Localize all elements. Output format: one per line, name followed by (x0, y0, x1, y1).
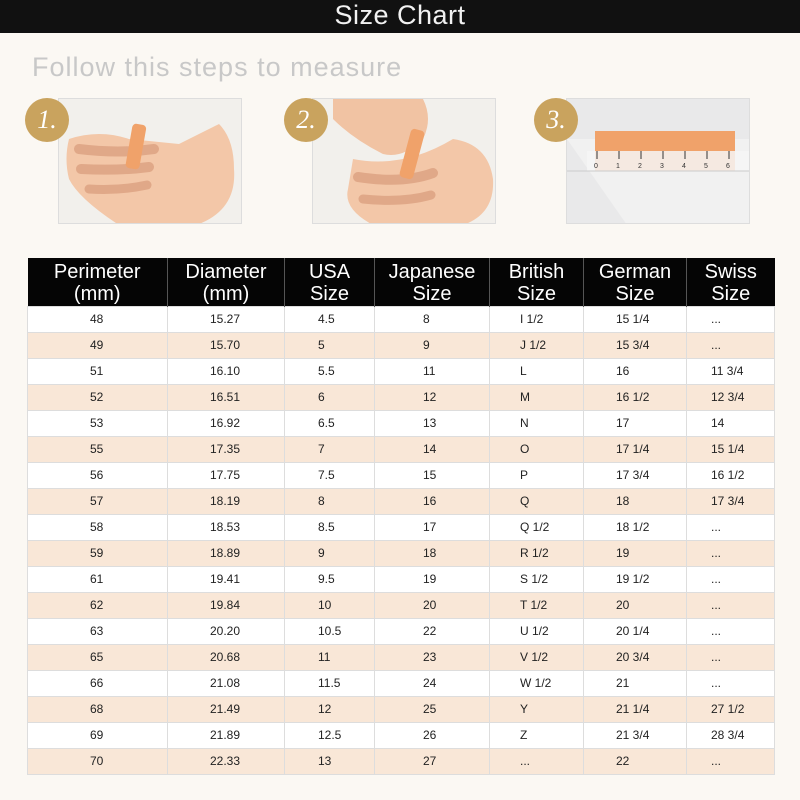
table-cell: 13 (285, 748, 375, 774)
table-cell: 12 (285, 696, 375, 722)
table-cell: 9 (285, 540, 375, 566)
table-cell: 70 (28, 748, 168, 774)
table-row (28, 410, 775, 436)
step-3-illustration (566, 98, 750, 224)
table-cell: L (490, 358, 584, 384)
table-row (28, 462, 775, 488)
table-cell: 22 (584, 748, 687, 774)
table-cell: 17 3/4 (687, 488, 775, 514)
table-cell: 56 (28, 462, 168, 488)
table-cell: 20 (375, 592, 490, 618)
table-cell: 15 1/4 (687, 436, 775, 462)
header-german-size: German Size (584, 258, 687, 306)
table-cell: V 1/2 (490, 644, 584, 670)
ruler-mark: 1 (616, 163, 620, 170)
table-cell: 6.5 (285, 410, 375, 436)
table-body (28, 306, 775, 774)
table-cell: 6 (285, 384, 375, 410)
table-row (28, 696, 775, 722)
table-cell: ... (687, 332, 775, 358)
table-cell: 16.51 (168, 384, 285, 410)
header-diameter: Diameter (mm) (168, 258, 285, 306)
table-cell: 7.5 (285, 462, 375, 488)
table-header-row (28, 258, 775, 306)
table-cell: 21.89 (168, 722, 285, 748)
table-cell: 19.84 (168, 592, 285, 618)
step-1-illustration (58, 98, 242, 224)
table-row (28, 384, 775, 410)
table-row (28, 436, 775, 462)
table-cell: 19 1/2 (584, 566, 687, 592)
table-cell: 16 1/2 (687, 462, 775, 488)
table-cell: 55 (28, 436, 168, 462)
header-usa-size: USA Size (285, 258, 375, 306)
table-cell: 8.5 (285, 514, 375, 540)
table-cell: 14 (375, 436, 490, 462)
table-cell: 8 (375, 306, 490, 332)
table-cell: Q 1/2 (490, 514, 584, 540)
table-cell: 17 (584, 410, 687, 436)
table-cell: 21.08 (168, 670, 285, 696)
table-cell: 9.5 (285, 566, 375, 592)
table-cell: 11.5 (285, 670, 375, 696)
table-cell: W 1/2 (490, 670, 584, 696)
table-cell: 17.35 (168, 436, 285, 462)
hand-wrapping-strip-icon (59, 99, 242, 224)
table-cell: 18 (375, 540, 490, 566)
table-cell: 27 1/2 (687, 696, 775, 722)
table-cell: 58 (28, 514, 168, 540)
table-cell: 28 3/4 (687, 722, 775, 748)
header-perimeter: Perimeter (mm) (28, 258, 168, 306)
header-british-size: British Size (490, 258, 584, 306)
table-cell: 19 (584, 540, 687, 566)
table-cell: 5.5 (285, 358, 375, 384)
ruler-measurement-icon (567, 99, 750, 224)
table-cell: 19 (375, 566, 490, 592)
table-cell: 14 (687, 410, 775, 436)
table-cell: 25 (375, 696, 490, 722)
table-cell: 18 1/2 (584, 514, 687, 540)
table-cell: 5 (285, 332, 375, 358)
table-cell: 22.33 (168, 748, 285, 774)
table-cell: 24 (375, 670, 490, 696)
table-cell: 17 (375, 514, 490, 540)
table-row (28, 618, 775, 644)
table-cell: 15 (375, 462, 490, 488)
table-cell: 12.5 (285, 722, 375, 748)
table-cell: 20 1/4 (584, 618, 687, 644)
table-cell: 12 3/4 (687, 384, 775, 410)
step-2-badge: 2. (284, 98, 328, 142)
table-cell: 68 (28, 696, 168, 722)
table-cell: 21.49 (168, 696, 285, 722)
table-cell: 63 (28, 618, 168, 644)
size-table (27, 258, 774, 775)
table-cell: Q (490, 488, 584, 514)
table-cell: ... (687, 540, 775, 566)
size-chart-title: Size Chart (0, 0, 800, 33)
table-row (28, 488, 775, 514)
table-cell: 17 1/4 (584, 436, 687, 462)
table-cell: ... (687, 618, 775, 644)
table-cell: ... (687, 748, 775, 774)
table-cell: 69 (28, 722, 168, 748)
table-cell: 15 1/4 (584, 306, 687, 332)
table-cell: 20 (584, 592, 687, 618)
table-cell: 19.41 (168, 566, 285, 592)
table-cell: I 1/2 (490, 306, 584, 332)
ruler-mark: 0 (594, 163, 598, 170)
table-cell: 16.92 (168, 410, 285, 436)
table-cell: ... (687, 514, 775, 540)
table-cell: Y (490, 696, 584, 722)
table-cell: Z (490, 722, 584, 748)
table-cell: ... (687, 306, 775, 332)
table-cell: 53 (28, 410, 168, 436)
table-row (28, 332, 775, 358)
table-cell: O (490, 436, 584, 462)
table-cell: 23 (375, 644, 490, 670)
table-cell: ... (687, 566, 775, 592)
table-cell: 20 3/4 (584, 644, 687, 670)
table-cell: J 1/2 (490, 332, 584, 358)
table-cell: 11 (375, 358, 490, 384)
table-cell: 49 (28, 332, 168, 358)
table-cell: ... (490, 748, 584, 774)
table-cell: 65 (28, 644, 168, 670)
table-cell: 21 (584, 670, 687, 696)
step-1-badge: 1. (25, 98, 69, 142)
bottom-edge (0, 785, 800, 800)
ruler-mark: 2 (638, 163, 642, 170)
table-cell: 4.5 (285, 306, 375, 332)
table-row (28, 540, 775, 566)
table-cell: P (490, 462, 584, 488)
table-cell: 18.89 (168, 540, 285, 566)
table-cell: 21 1/4 (584, 696, 687, 722)
table-row (28, 670, 775, 696)
table-cell: 18.53 (168, 514, 285, 540)
table-row (28, 592, 775, 618)
ruler-mark: 6 (726, 163, 730, 170)
table-cell: 57 (28, 488, 168, 514)
table-cell: U 1/2 (490, 618, 584, 644)
table-row (28, 566, 775, 592)
step-2-illustration (312, 98, 496, 224)
table-cell: 9 (375, 332, 490, 358)
table-cell: 26 (375, 722, 490, 748)
table-cell: 13 (375, 410, 490, 436)
table-cell: 17 3/4 (584, 462, 687, 488)
table-cell: ... (687, 670, 775, 696)
table-cell: 12 (375, 384, 490, 410)
table-cell: 52 (28, 384, 168, 410)
table-cell: 59 (28, 540, 168, 566)
table-cell: 48 (28, 306, 168, 332)
table-cell: 15.70 (168, 332, 285, 358)
table-row (28, 748, 775, 774)
table-cell: 15 3/4 (584, 332, 687, 358)
table-cell: 7 (285, 436, 375, 462)
table-cell: 22 (375, 618, 490, 644)
table-cell: 16 (584, 358, 687, 384)
table-row (28, 306, 775, 332)
step-3-badge: 3. (534, 98, 578, 142)
measure-instructions-heading: Follow this steps to measure (32, 52, 403, 82)
table-cell: 20.20 (168, 618, 285, 644)
table-cell: ... (687, 592, 775, 618)
table-cell: 66 (28, 670, 168, 696)
table-cell: N (490, 410, 584, 436)
table-row (28, 358, 775, 384)
table-cell: 11 (285, 644, 375, 670)
table-cell: 16 1/2 (584, 384, 687, 410)
table-cell: 51 (28, 358, 168, 384)
hand-marking-strip-icon (313, 99, 496, 224)
table-cell: R 1/2 (490, 540, 584, 566)
header-japanese-size: Japanese Size (375, 258, 490, 306)
table-cell: 11 3/4 (687, 358, 775, 384)
table-cell: ... (687, 644, 775, 670)
table-cell: 27 (375, 748, 490, 774)
header-swiss-size: Swiss Size (687, 258, 775, 306)
table-cell: 20.68 (168, 644, 285, 670)
table-cell: 17.75 (168, 462, 285, 488)
table-cell: 62 (28, 592, 168, 618)
table-cell: T 1/2 (490, 592, 584, 618)
table-row (28, 644, 775, 670)
ruler-mark: 4 (682, 163, 686, 170)
ruler-mark: 5 (704, 163, 708, 170)
table-row (28, 514, 775, 540)
table-cell: 18.19 (168, 488, 285, 514)
table-cell: 61 (28, 566, 168, 592)
table-row (28, 722, 775, 748)
ruler-mark: 3 (660, 163, 664, 170)
table-cell: 21 3/4 (584, 722, 687, 748)
table-cell: 18 (584, 488, 687, 514)
table-cell: S 1/2 (490, 566, 584, 592)
table-cell: 10 (285, 592, 375, 618)
table-cell: 10.5 (285, 618, 375, 644)
table-cell: 15.27 (168, 306, 285, 332)
table-cell: 16 (375, 488, 490, 514)
table-cell: M (490, 384, 584, 410)
table-cell: 8 (285, 488, 375, 514)
table-cell: 16.10 (168, 358, 285, 384)
